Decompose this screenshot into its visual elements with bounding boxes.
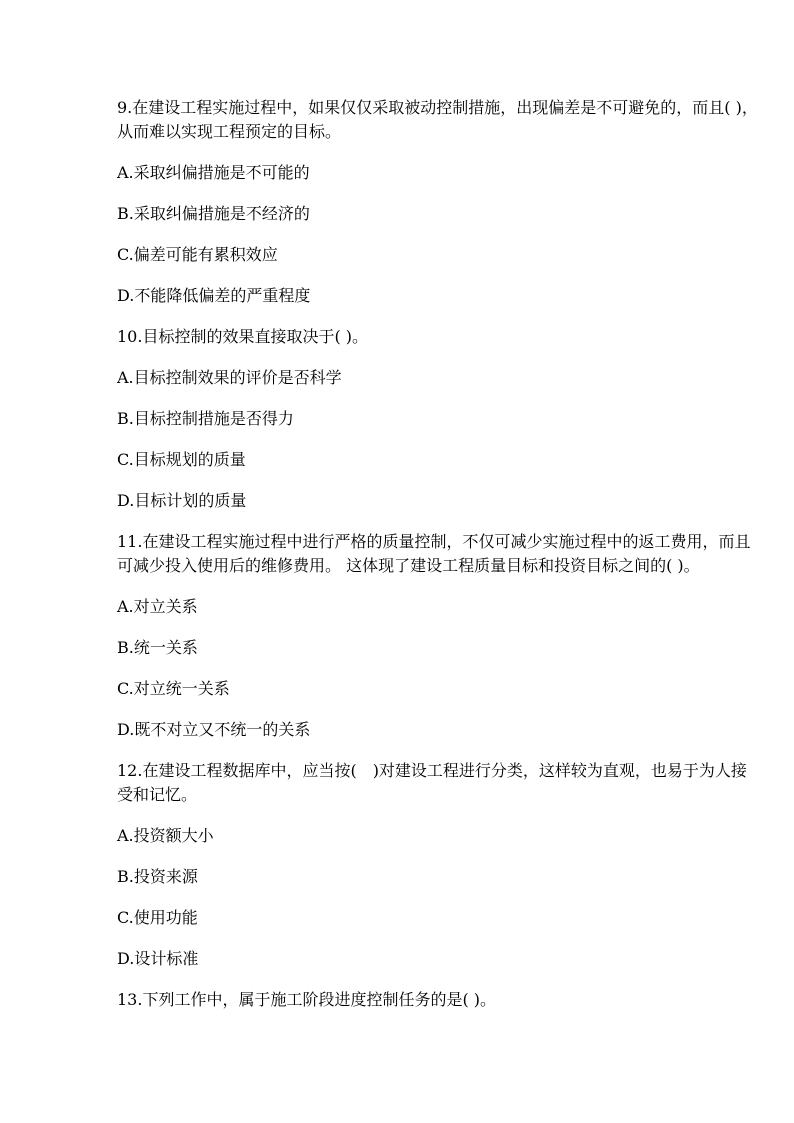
question-12-option-c: C.使用功能 [117, 908, 198, 927]
question-10-option-a: A.目标控制效果的评价是否科学 [117, 368, 342, 387]
question-10-option-d: D.目标计划的质量 [117, 491, 247, 510]
question-10-block [117, 325, 738, 513]
question-10-line-1: 10.目标控制的效果直接取决于( )。 [117, 327, 369, 346]
question-12-text [117, 759, 747, 807]
question-10-text [117, 325, 738, 349]
question-9-option-c: C.偏差可能有累积效应 [117, 245, 278, 264]
question-11-text [117, 530, 751, 578]
question-11-line-2: 可减少投入使用后的维修费用。 这体现了建设工程质量目标和投资目标之间的( )。 [117, 556, 700, 575]
question-9-option-b: B.采取纠偏措施是不经济的 [117, 204, 310, 223]
question-11-option-b: B.统一关系 [117, 638, 198, 657]
question-13-line-1: 13.下列工作中，属于施工阶段进度控制任务的是( )。 [117, 990, 497, 1009]
question-9-block [117, 96, 758, 308]
question-12-line-2: 受和记忆。 [117, 785, 198, 804]
question-11-option-a: A.对立关系 [117, 597, 198, 616]
question-10-option-b: B.目标控制措施是否得力 [117, 409, 294, 428]
question-9-line-2: 从而难以实现工程预定的目标。 [117, 122, 342, 141]
question-10-option-c: C.目标规划的质量 [117, 450, 246, 469]
question-9-option-d: D.不能降低偏差的严重程度 [117, 286, 311, 305]
question-9-line-1: 9.在建设工程实施过程中，如果仅仅采取被动控制措施，出现偏差是不可避免的，而且( )， [117, 98, 758, 117]
question-13-block [117, 988, 738, 1012]
question-12-line-1: 12.在建设工程数据库中，应当按( )对建设工程进行分类，这样较为直观，也易于为人接 [117, 761, 747, 780]
question-12-option-d: D.设计标准 [117, 949, 199, 968]
question-11-option-d: D.既不对立又不统一的关系 [117, 720, 311, 739]
question-9-option-a: A.采取纠偏措施是不可能的 [117, 163, 310, 182]
question-9-text [117, 96, 758, 144]
question-12-option-a: A.投资额大小 [117, 826, 214, 845]
question-13-text [117, 988, 738, 1012]
question-12-option-b: B.投资来源 [117, 867, 198, 886]
question-11-line-1: 11.在建设工程实施过程中进行严格的质量控制，不仅可减少实施过程中的返工费用，而且 [117, 532, 751, 551]
question-11-option-c: C.对立统一关系 [117, 679, 230, 698]
question-12-block [117, 759, 747, 971]
question-11-block [117, 530, 751, 742]
